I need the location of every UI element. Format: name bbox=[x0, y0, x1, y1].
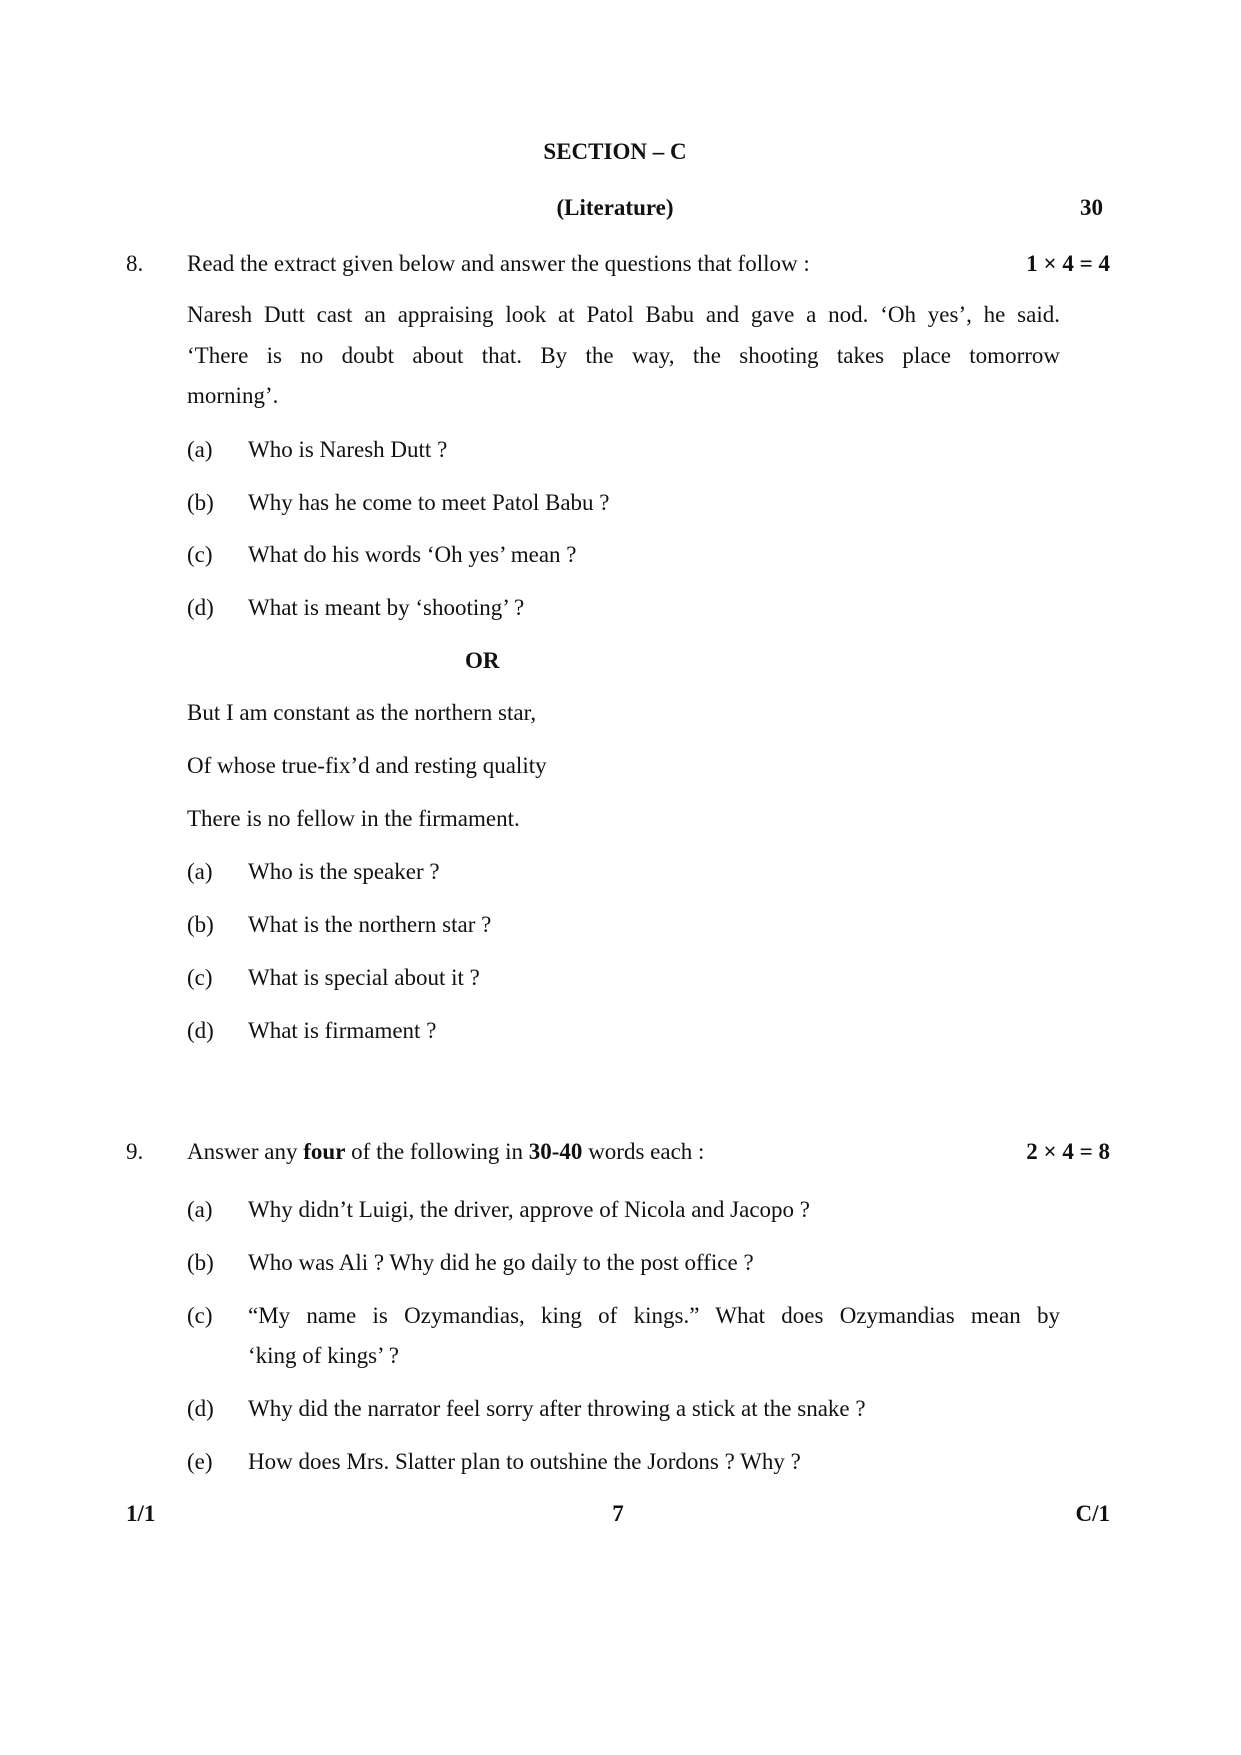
sub-question-text: “My name is Ozymandias, king of kings.” What does Ozymandias mean by bbox=[248, 1303, 1060, 1328]
sub-question-label: (b) bbox=[187, 490, 214, 515]
question-marks: 1 × 4 = 4 bbox=[1026, 251, 1110, 276]
sub-question-text: What is meant by ‘shooting’ ? bbox=[248, 595, 525, 620]
sub-question-label: (d) bbox=[187, 1018, 214, 1043]
footer-left-code: 1/1 bbox=[126, 1501, 156, 1526]
sub-question-label: (a) bbox=[187, 1197, 213, 1222]
or-divider: OR bbox=[465, 648, 500, 673]
question-number: 8. bbox=[126, 251, 144, 276]
sub-question-text: Why has he come to meet Patol Babu ? bbox=[248, 490, 610, 515]
sub-question-label: (a) bbox=[187, 859, 213, 884]
extract-line: morning’. bbox=[187, 383, 279, 408]
extract-line: ‘There is no doubt about that. By the way, the shooting takes place tomorrow bbox=[187, 343, 1060, 368]
sub-question-text: Why did the narrator feel sorry after throwing a stick at the snake ? bbox=[248, 1396, 866, 1421]
sub-question-label: (a) bbox=[187, 437, 213, 462]
sub-question-text: What is firmament ? bbox=[248, 1018, 437, 1043]
poem-line: Of whose true-fix’d and resting quality bbox=[187, 753, 547, 778]
extract-line: Naresh Dutt cast an appraising look at Patol Babu and gave a nod. ‘Oh yes’, he said. bbox=[187, 302, 1060, 327]
sub-question-text: What is the northern star ? bbox=[248, 912, 492, 937]
sub-question-text: What is special about it ? bbox=[248, 965, 480, 990]
question-marks: 2 × 4 = 8 bbox=[1026, 1139, 1110, 1164]
section-total-marks: 30 bbox=[1080, 195, 1103, 220]
sub-question-label: (d) bbox=[187, 1396, 214, 1421]
page-number: 7 bbox=[612, 1501, 624, 1526]
question-prompt bbox=[187, 1138, 704, 1166]
question-number: 9. bbox=[126, 1139, 144, 1164]
sub-question-text: Who is Naresh Dutt ? bbox=[248, 437, 448, 462]
prompt-emphasis: 30-40 bbox=[528, 1139, 583, 1164]
sub-question-label: (b) bbox=[187, 1250, 214, 1275]
section-subtitle: (Literature) bbox=[556, 195, 674, 220]
prompt-part: Answer any bbox=[187, 1139, 304, 1164]
footer-right-code: C/1 bbox=[1075, 1501, 1110, 1526]
sub-question-text: Who is the speaker ? bbox=[248, 859, 440, 884]
sub-question-label: (b) bbox=[187, 912, 214, 937]
question-prompt: Read the extract given below and answer the questions that follow : bbox=[187, 251, 810, 276]
sub-question-text: What do his words ‘Oh yes’ mean ? bbox=[248, 542, 577, 567]
sub-question-label: (e) bbox=[187, 1449, 213, 1474]
poem-line: But I am constant as the northern star, bbox=[187, 700, 537, 725]
section-title: SECTION – C bbox=[543, 139, 687, 164]
sub-question-label: (d) bbox=[187, 595, 214, 620]
prompt-emphasis: four bbox=[303, 1139, 346, 1164]
sub-question-text: Why didn’t Luigi, the driver, approve of Nicola and Jacopo ? bbox=[248, 1197, 810, 1222]
prompt-part: words each : bbox=[582, 1139, 705, 1164]
prompt-part: of the following in bbox=[345, 1139, 529, 1164]
sub-question-label: (c) bbox=[187, 965, 213, 990]
sub-question-text-continued: ‘king of kings’ ? bbox=[248, 1343, 399, 1368]
sub-question-text: Who was Ali ? Why did he go daily to the post office ? bbox=[248, 1250, 754, 1275]
sub-question-text: How does Mrs. Slatter plan to outshine the Jordons ? Why ? bbox=[248, 1449, 801, 1474]
poem-line: There is no fellow in the firmament. bbox=[187, 806, 520, 831]
sub-question-label: (c) bbox=[187, 542, 213, 567]
sub-question-label: (c) bbox=[187, 1303, 213, 1328]
